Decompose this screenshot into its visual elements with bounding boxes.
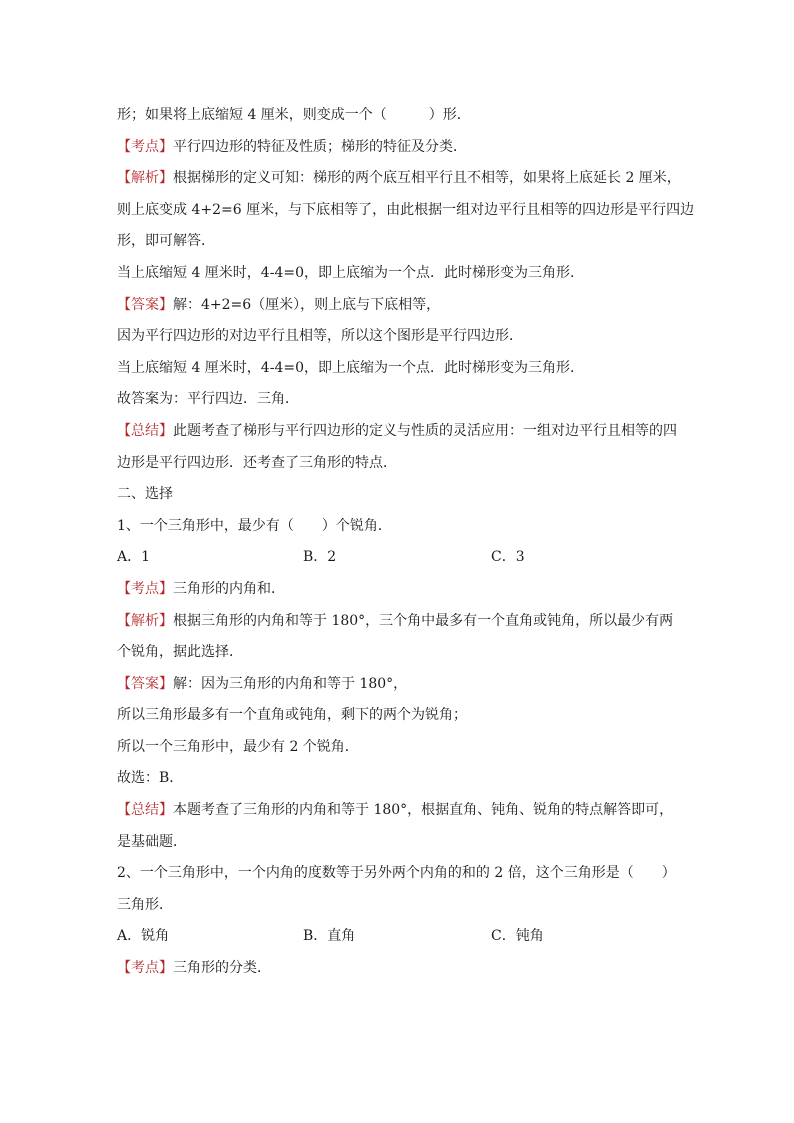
zongjie-tag: 【总结】 xyxy=(117,422,173,439)
daan-text: 解：4+2=6（厘米），则上底与下底相等， xyxy=(173,296,441,313)
text-line: 个锐角，据此选择． xyxy=(117,644,243,661)
option-c: C．3 xyxy=(491,549,525,566)
kaodian-line xyxy=(117,574,687,606)
text-line: 所以三角形最多有一个直角或钝角，剩下的两个为锐角； xyxy=(117,707,467,724)
text-line: 则上底变成 4+2=6 厘米，与下底相等了，由此根据一组对边平行且相等的四边形是平行四边 xyxy=(117,201,695,218)
zongjie-text: 本题考查了三角形的内角和等于 180°，根据直角、钝角、锐角的特点解答即可， xyxy=(173,802,674,819)
text-line: 形，即可解答． xyxy=(117,233,215,250)
option-c: C．钝角 xyxy=(491,928,544,945)
text-line: 边形是平行四边形．还考查了三角形的特点． xyxy=(117,454,397,471)
option-a: A．锐角 xyxy=(117,928,170,945)
kaodian-text: 三角形的内角和． xyxy=(173,580,285,597)
option-row xyxy=(117,921,687,953)
question-stem: 1、一个三角形中，最少有（ ）个锐角． xyxy=(117,517,392,534)
zongjie-text: 此题考查了梯形与平行四边形的定义与性质的灵活应用：一组对边平行且相等的四 xyxy=(173,422,677,439)
kaodian-tag: 【考点】 xyxy=(117,960,173,977)
text-line: 形；如果将上底缩短 4 厘米，则变成一个（ ）形． xyxy=(117,107,471,123)
kaodian-text: 三角形的分类． xyxy=(173,960,271,977)
zongjie-line xyxy=(117,795,687,827)
document-page xyxy=(117,100,695,985)
jiexi-tag: 【解析】 xyxy=(117,612,173,629)
kaodian-text: 平行四边形的特征及性质；梯形的特征及分类． xyxy=(173,138,467,155)
zongjie-line xyxy=(117,416,687,448)
question-stem-cont: 三角形． xyxy=(117,896,173,913)
section-title: 二、选择 xyxy=(117,486,173,503)
text-line: 故答案为：平行四边．三角． xyxy=(117,391,299,408)
jiexi-line xyxy=(117,163,687,195)
jiexi-text: 根据三角形的内角和等于 180°，三个角中最多有一个直角或钝角，所以最少有两 xyxy=(173,612,674,629)
daan-text: 解：因为三角形的内角和等于 180°， xyxy=(173,675,408,692)
option-b: B．2 xyxy=(303,549,337,566)
option-b: B．直角 xyxy=(303,928,356,945)
text-line: 当上底缩短 4 厘米时，4-4=0，即上底缩为一个点．此时梯形变为三角形． xyxy=(117,264,584,281)
question-stem: 2、一个三角形中，一个内角的度数等于另外两个内角的和的 2 倍，这个三角形是（ ） xyxy=(117,865,676,882)
daan-line xyxy=(117,669,687,701)
daan-tag: 【答案】 xyxy=(117,675,173,692)
kaodian-line xyxy=(117,132,687,164)
kaodian-tag: 【考点】 xyxy=(117,580,173,597)
daan-line xyxy=(117,290,687,322)
text-line: 因为平行四边形的对边平行且相等，所以这个图形是平行四边形． xyxy=(117,328,523,345)
option-row xyxy=(117,542,687,574)
jiexi-tag: 【解析】 xyxy=(117,170,173,187)
text-line: 是基础题． xyxy=(117,833,187,850)
daan-tag: 【答案】 xyxy=(117,296,173,313)
kaodian-tag: 【考点】 xyxy=(117,138,173,155)
jiexi-text: 根据梯形的定义可知：梯形的两个底互相平行且不相等，如果将上底延长 2 厘米， xyxy=(173,170,681,187)
option-a: A．1 xyxy=(117,549,151,566)
text-line: 所以一个三角形中，最少有 2 个锐角． xyxy=(117,738,359,755)
text-line: 故选：B． xyxy=(117,770,184,787)
text-line: 当上底缩短 4 厘米时，4-4=0，即上底缩为一个点．此时梯形变为三角形． xyxy=(117,359,584,376)
jiexi-line xyxy=(117,606,687,638)
kaodian-line xyxy=(117,953,687,985)
zongjie-tag: 【总结】 xyxy=(117,802,173,819)
